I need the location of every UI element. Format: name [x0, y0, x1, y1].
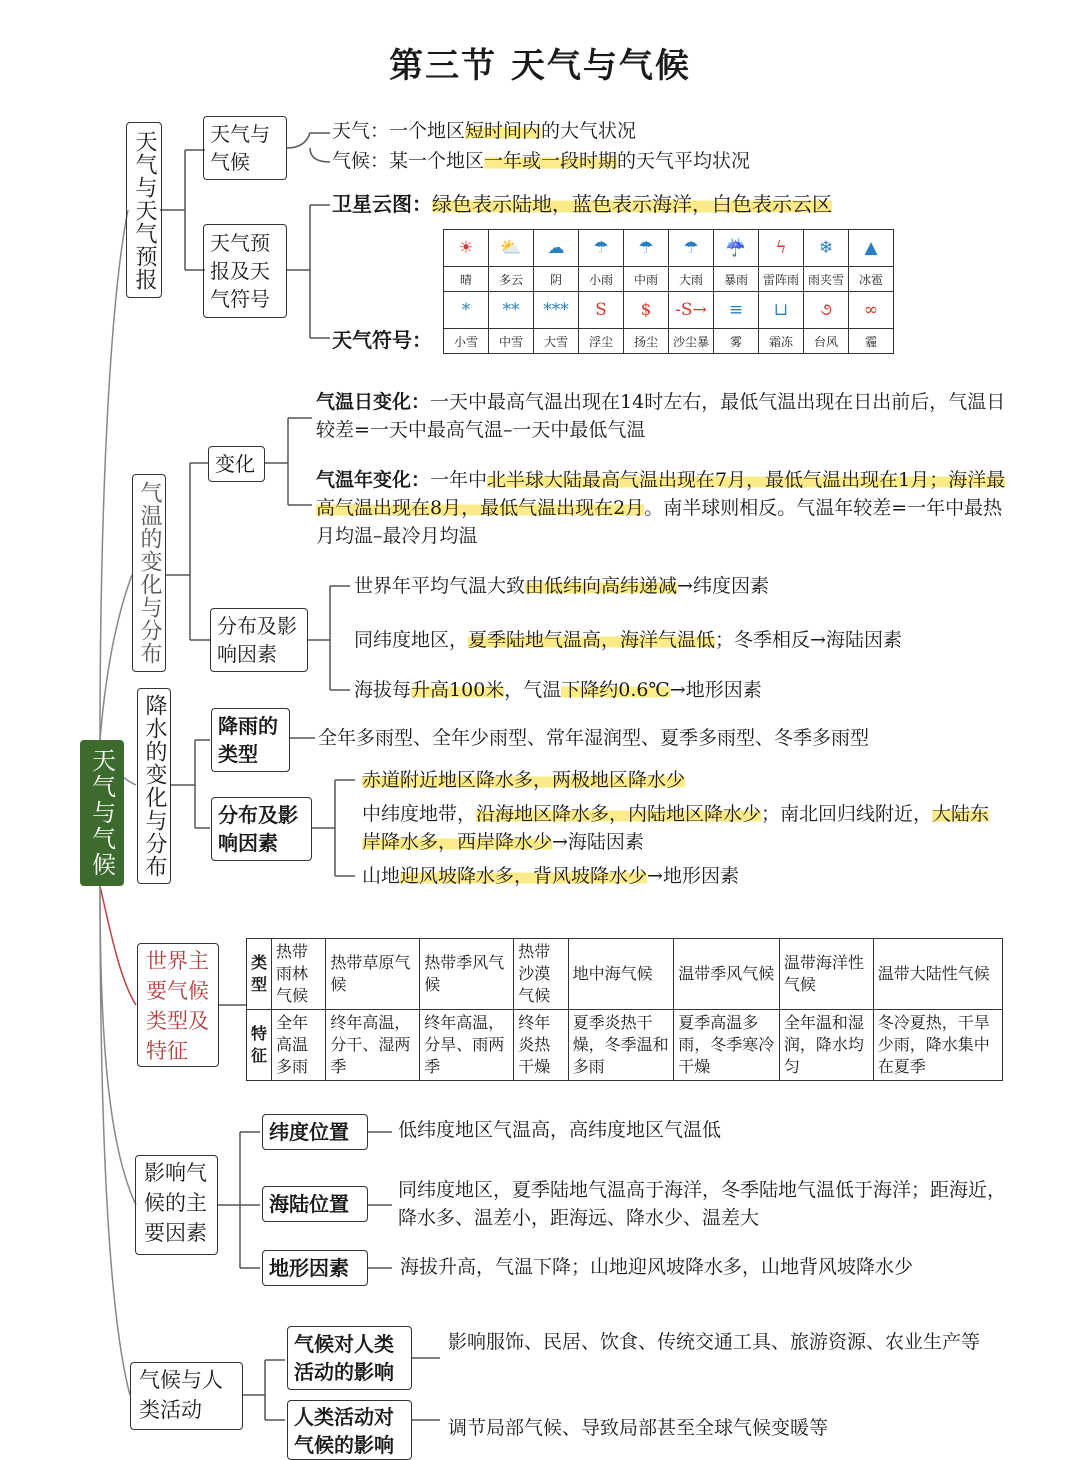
weather-symbol-name: 大雪: [534, 329, 579, 354]
climate-to-human-text: 影响服饰、民居、饮食、传统交通工具、旅游资源、农业生产等: [448, 1331, 981, 1353]
node-climate-to-human: 气候对人类活动的影响: [287, 1326, 412, 1390]
weather-symbol-icon: ☁: [547, 238, 565, 258]
rain-types-text: 全年多雨型、全年少雨型、常年湿润型、夏季多雨型、冬季多雨型: [318, 727, 870, 749]
terrain-factor-text: 海拔升高，气温下降；山地迎风坡降水多，山地背风坡降水少: [400, 1256, 914, 1278]
row1-symbol-cell: [534, 230, 579, 267]
weather-symbol-icon: ❄: [818, 238, 834, 258]
climate-feature-cell: 全年高温多雨: [272, 1010, 326, 1081]
climate-type-cell: 热带季风气候: [420, 939, 514, 1010]
node-temp-distribution: 分布及影响因素: [210, 608, 308, 672]
weather-symbol-icon: **: [502, 300, 520, 320]
latitude-position-text: 低纬度地区气温高，高纬度地区气温低: [398, 1119, 722, 1141]
weather-symbol-name: 扬尘: [624, 329, 669, 354]
climate-type-cell: 地中海气候: [568, 939, 674, 1010]
climate-feature-cell: 冬冷夏热，干旱少雨，降水集中在夏季: [873, 1010, 1002, 1081]
climate-type-cell: 热带草原气候: [326, 939, 420, 1010]
weather-symbol-name: 沙尘暴: [669, 329, 714, 354]
weather-symbol-table: [443, 229, 894, 354]
row2-symbol-cell: [579, 292, 624, 329]
branch-climate-factors: 影响气候的主要因素: [135, 1155, 218, 1255]
row-header-type: 类型: [247, 939, 272, 1010]
weather-symbol-name: 雷阵雨: [759, 267, 804, 292]
node-forecast-symbols: [203, 224, 287, 318]
weather-symbol-icon: ***: [543, 300, 569, 320]
weather-symbol-icon: ☂: [683, 238, 699, 258]
climate-type-cell: 热带沙漠气候: [514, 939, 568, 1010]
row2-symbol-cell: [444, 292, 489, 329]
climate-feature-cell: 终年高温，分干、湿两季: [326, 1010, 420, 1081]
climate-feature-cell: 夏季炎热干燥，冬季温和多雨: [568, 1010, 674, 1081]
row2-symbol-cell: [804, 292, 849, 329]
weather-symbol-name: 雾: [714, 329, 759, 354]
weather-symbol-name: 小雪: [444, 329, 489, 354]
climate-type-cell: 热带雨林气候: [272, 939, 326, 1010]
row1-symbol-cell: [759, 230, 804, 267]
node-precip-distribution: 分布及影响因素: [211, 797, 312, 861]
precip-dist-terrain: 山地迎风坡降水多，背风坡降水少→地形因素: [362, 865, 739, 887]
row1-symbol-cell: [624, 230, 669, 267]
climate-feature-cell: 夏季高温多雨，冬季寒冷干燥: [674, 1010, 780, 1081]
row2-symbol-cell: [534, 292, 579, 329]
row-header-feature: 特征: [247, 1010, 272, 1081]
node-human-to-climate: 人类活动对气候的影响: [287, 1400, 412, 1460]
branch-temperature: 气温的变化与分布: [132, 474, 166, 672]
weather-symbol-icon: ≡: [728, 300, 744, 320]
precip-dist-sea-land: 中纬度地带，沿海地区降水多，内陆地区降水少；南北回归线附近，大陆东岸降水多，西岸降水少→海陆因素: [362, 803, 990, 853]
weather-symbol-icon: ☔: [725, 238, 747, 258]
row1-symbol-cell: [579, 230, 624, 267]
weather-symbol-name: 霾: [849, 329, 894, 354]
row2-symbol-cell: [849, 292, 894, 329]
weather-symbol-name: 台风: [804, 329, 849, 354]
weather-definition: 天气：一个地区短时间内的大气状况: [332, 120, 637, 142]
weather-symbol-icon: ૭: [820, 300, 832, 320]
climate-feature-cell: 全年温和湿润，降水均匀: [779, 1010, 873, 1081]
row2-symbol-cell: [714, 292, 759, 329]
node-terrain-factor: 地形因素: [262, 1250, 368, 1286]
weather-symbol-icon: ▲: [864, 238, 878, 258]
branch-weather-forecast: 天气与天气预报: [126, 122, 162, 298]
weather-symbol-name: 晴: [444, 267, 489, 292]
weather-symbol-name: 中雪: [489, 329, 534, 354]
precip-dist-latitude: 赤道附近地区降水多，两极地区降水少: [362, 769, 686, 791]
temp-annual-change: 气温年变化：一年中北半球大陆最高气温出现在7月，最低气温出现在1月；海洋最高气温出现在8月，最低气温出现在2月。南半球则相反。气温年较差=一年中最热月均温–最冷月均温: [316, 469, 1006, 547]
weather-symbol-name: 中雨: [624, 267, 669, 292]
node-sea-land-position: 海陆位置: [262, 1186, 368, 1222]
branch-precipitation: 降水的变化与分布: [137, 688, 171, 884]
weather-symbol-name: 多云: [489, 267, 534, 292]
weather-symbol-icon: -S→: [675, 300, 707, 320]
row2-symbol-cell: [669, 292, 714, 329]
weather-symbol-icon: $: [640, 300, 652, 320]
row1-symbol-cell: [804, 230, 849, 267]
node-weather-climate-label: 天气与气候: [210, 122, 270, 174]
row1-symbol-cell: [714, 230, 759, 267]
row2-symbol-cell: [489, 292, 534, 329]
weather-symbol-icon: *: [461, 300, 471, 320]
row2-symbol-cell: [759, 292, 804, 329]
branch-climate-types: 世界主要气候类型及特征: [137, 943, 219, 1067]
weather-symbol-name: 大雨: [669, 267, 714, 292]
row1-symbol-cell: [489, 230, 534, 267]
root-node: 天气与气候: [80, 740, 124, 886]
weather-symbol-icon: ⛅: [500, 238, 522, 258]
node-weather-climate: [203, 116, 287, 180]
page-title: 第三节 天气与气候: [389, 46, 691, 86]
weather-symbol-name: 雨夹雪: [804, 267, 849, 292]
temp-dist-sea-land: 同纬度地区，夏季陆地气温高，海洋气温低；冬季相反→海陆因素: [354, 629, 902, 651]
human-to-climate-text: 调节局部气候、导致局部甚至全球气候变暖等: [448, 1417, 829, 1439]
branch-climate-human: 气候与人类活动: [130, 1362, 243, 1430]
node-forecast-symbols-label: 天气预报及天气符号: [210, 231, 270, 311]
weather-symbol-name: 小雨: [579, 267, 624, 292]
climate-types-table: [246, 938, 1003, 1081]
temp-dist-terrain: 海拔每升高100米，气温下降约0.6℃→地形因素: [354, 679, 762, 701]
weather-symbol-icon: S: [595, 300, 607, 320]
row2-symbol-cell: [624, 292, 669, 329]
temp-dist-latitude: 世界年平均气温大致由低纬向高纬递减→纬度因素: [354, 575, 769, 597]
climate-type-cell: 温带季风气候: [674, 939, 780, 1010]
climate-type-cell: 温带海洋性气候: [779, 939, 873, 1010]
row1-symbol-cell: [669, 230, 714, 267]
weather-symbols-label: 天气符号：: [332, 328, 432, 352]
climate-feature-cell: 终年炎热干燥: [514, 1010, 568, 1081]
climate-type-cell: 温带大陆性气候: [873, 939, 1002, 1010]
node-rain-types: 降雨的类型: [211, 708, 290, 772]
weather-symbol-name: 霜冻: [759, 329, 804, 354]
weather-symbol-icon: ☀: [458, 238, 474, 258]
weather-symbol-name: 浮尘: [579, 329, 624, 354]
weather-symbol-name: 暴雨: [714, 267, 759, 292]
weather-symbol-icon: ϟ: [775, 238, 787, 258]
row1-symbol-cell: [849, 230, 894, 267]
weather-symbol-icon: ∞: [863, 300, 879, 320]
weather-symbol-name: 冰雹: [849, 267, 894, 292]
sea-land-position-text: 同纬度地区，夏季陆地气温高于海洋，冬季陆地气温低于海洋；距海近，降水多、温差小，距海远、降水少、温差大: [398, 1179, 1007, 1229]
climate-definition: 气候：某一个地区一年或一段时期的天气平均状况: [332, 150, 751, 172]
node-latitude-position: 纬度位置: [262, 1114, 368, 1150]
weather-symbol-name: 阴: [534, 267, 579, 292]
climate-feature-cell: 终年高温，分旱、雨两季: [420, 1010, 514, 1081]
weather-symbol-icon: ☂: [593, 238, 609, 258]
row1-symbol-cell: [444, 230, 489, 267]
satellite-image-note: 卫星云图：绿色表示陆地，蓝色表示海洋，白色表示云区: [332, 192, 832, 216]
weather-symbol-icon: ☂: [638, 238, 654, 258]
temp-daily-change: 气温日变化：一天中最高气温出现在14时左右，最低气温出现在日出前后，气温日较差=一天中最高气温–一天中最低气温: [316, 391, 1006, 441]
weather-symbol-icon: ⊔: [773, 300, 789, 320]
node-temp-change: 变化: [208, 446, 265, 482]
